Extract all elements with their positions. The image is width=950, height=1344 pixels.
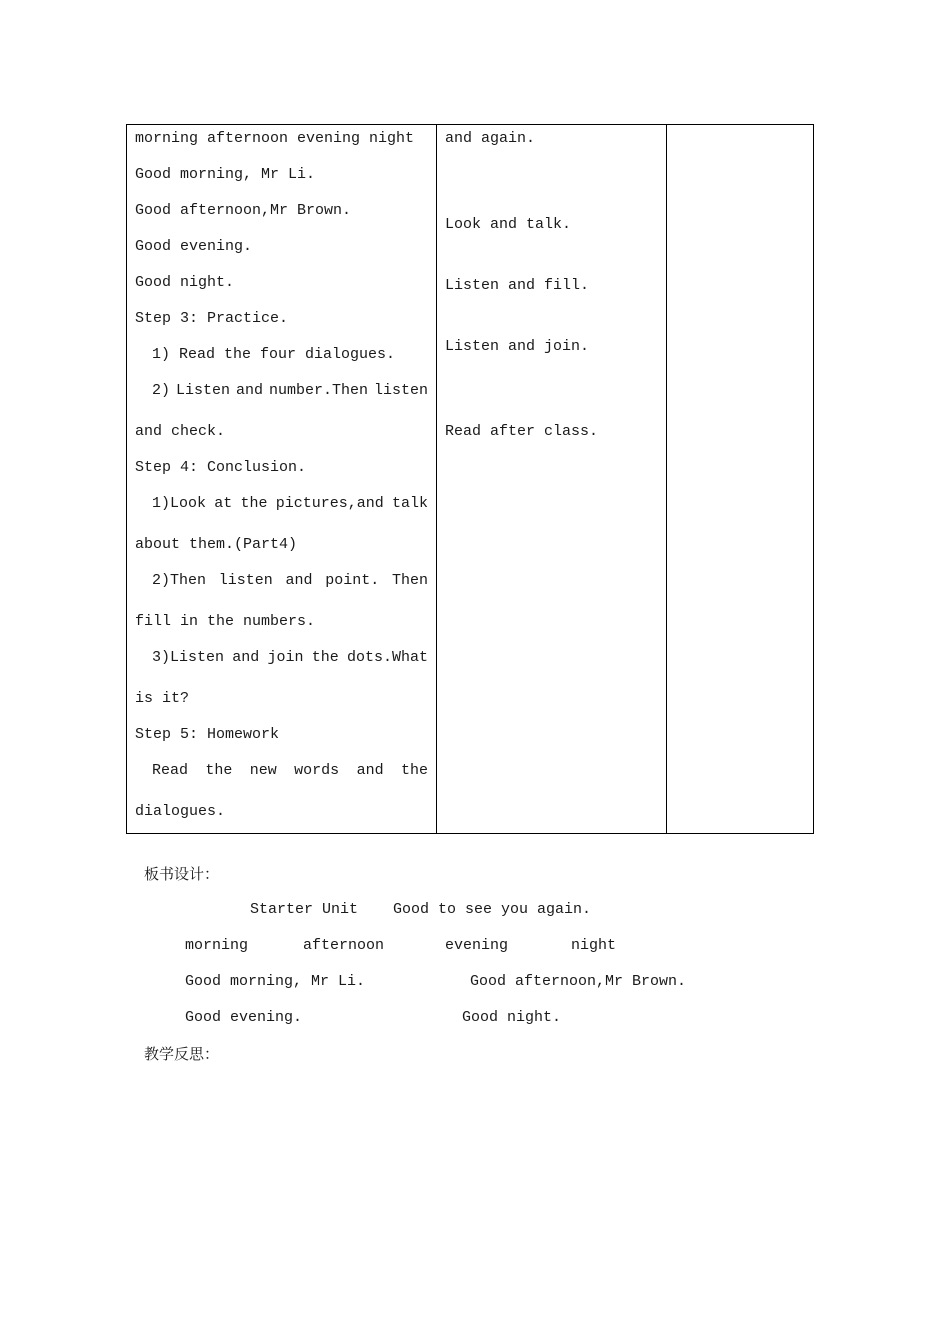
text-segment: the	[400, 762, 428, 779]
table-text-line: about them.(Part4)	[135, 536, 298, 553]
table-text-line: Good night.	[135, 274, 235, 291]
board-subtitle: Good to see you again.	[393, 901, 592, 918]
table-text-line: 1) Read the four dialogues.	[152, 346, 396, 363]
text-segment: and	[285, 572, 313, 589]
board-greeting: Good morning, Mr Li.	[185, 973, 366, 990]
text-segment: at	[214, 495, 233, 512]
board-greeting: Good evening.	[185, 1009, 303, 1026]
text-segment: Read	[152, 762, 189, 779]
step-heading: Step 4: Conclusion.	[135, 459, 307, 476]
board-word: afternoon	[303, 937, 385, 954]
table-text-line	[152, 495, 428, 513]
text-segment: 3)Listen	[152, 649, 225, 666]
text-segment: 2)	[152, 382, 171, 399]
board-word: night	[571, 937, 617, 954]
board-word: morning	[185, 937, 249, 954]
column-divider	[666, 125, 667, 833]
table-text-line: Good afternoon,Mr Brown.	[135, 202, 352, 219]
text-segment: and	[356, 762, 384, 779]
text-segment: listen	[373, 382, 428, 399]
lesson-table	[126, 124, 814, 834]
reflection-heading: 教学反思：	[144, 1045, 220, 1063]
board-greeting: Good night.	[462, 1009, 562, 1026]
text-segment: talk	[391, 495, 428, 512]
board-greeting: Good afternoon,Mr Brown.	[470, 973, 687, 990]
table-text-line: and check.	[135, 423, 226, 440]
table-text-line: Listen and join.	[445, 338, 590, 355]
table-text-line: Good morning, Mr Li.	[135, 166, 316, 183]
text-segment: the	[311, 649, 339, 666]
text-segment: Listen	[175, 382, 230, 399]
text-segment: the	[205, 762, 233, 779]
table-text-line: morning afternoon evening night	[135, 130, 415, 147]
table-text-line: Good evening.	[135, 238, 253, 255]
text-segment: listen	[218, 572, 273, 589]
text-segment: pictures,and	[275, 495, 384, 512]
text-segment: and	[235, 382, 263, 399]
table-text-line: Look and talk.	[445, 216, 572, 233]
column-divider	[436, 125, 437, 833]
text-segment: join	[267, 649, 304, 666]
board-title: Starter Unit	[250, 901, 359, 918]
text-segment: dots.What	[346, 649, 428, 666]
table-text-line: fill in the numbers.	[135, 613, 316, 630]
text-segment: and	[232, 649, 260, 666]
step-heading: Step 5: Homework	[135, 726, 280, 743]
text-segment: 2)Then	[152, 572, 207, 589]
table-text-line	[152, 762, 428, 780]
text-segment: Then	[391, 572, 428, 589]
text-segment: words	[294, 762, 340, 779]
table-text-line: dialogues.	[135, 803, 226, 820]
table-text-line: Read after class.	[445, 423, 599, 440]
board-design-heading: 板书设计：	[144, 865, 220, 883]
text-segment: point.	[325, 572, 380, 589]
table-text-line	[152, 649, 428, 667]
text-segment: new	[249, 762, 277, 779]
text-segment: number.Then	[268, 382, 368, 399]
table-text-line: Listen and fill.	[445, 277, 590, 294]
step-heading: Step 3: Practice.	[135, 310, 289, 327]
text-segment: 1)Look	[152, 495, 207, 512]
table-text-line: is it?	[135, 690, 190, 707]
table-text-line	[152, 382, 428, 400]
text-segment: the	[240, 495, 268, 512]
table-text-line	[152, 572, 428, 590]
board-word: evening	[445, 937, 509, 954]
table-text-line: and again.	[445, 130, 536, 147]
